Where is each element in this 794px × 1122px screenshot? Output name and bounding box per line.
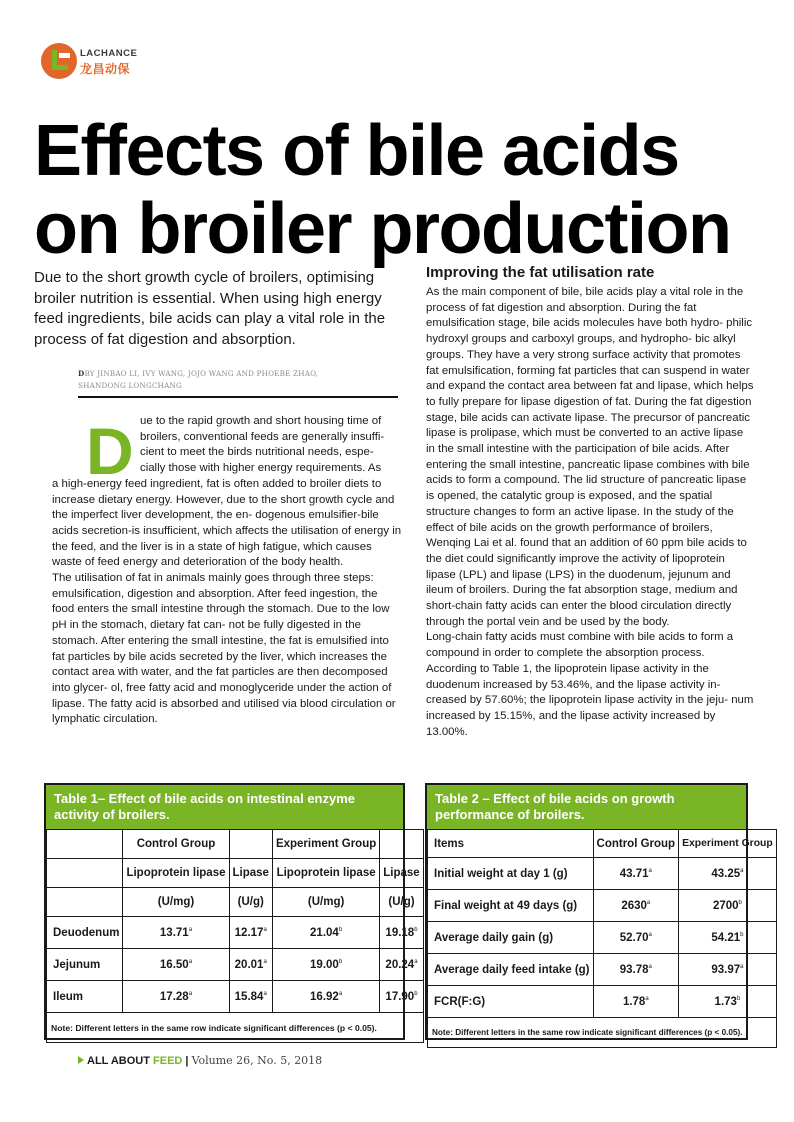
value-cell	[123, 917, 229, 949]
article-title	[34, 112, 774, 268]
table-1-control-group-header: Control Group	[123, 830, 229, 859]
table-1-unit-lipase: (U/g)	[380, 888, 423, 917]
value-cell	[272, 981, 379, 1013]
footer-brand-part-1: ALL ABOUT	[87, 1055, 150, 1067]
value-cell	[593, 890, 679, 922]
value: 1.78	[622, 995, 646, 1008]
significance-letter: a	[740, 867, 744, 874]
value: 20.24	[385, 958, 415, 971]
table-1-col-lipase: Lipase	[380, 859, 423, 888]
intro-paragraph: Due to the short growth cycle of broilers, optimising broiler nutrition is essential. When using high energy feed ingredients, bile acids can play a vital role in the process of fat digestion and absorption.	[34, 269, 386, 348]
significance-letter: a	[188, 958, 193, 965]
significance-letter: a	[263, 926, 267, 933]
significance-letter: b	[338, 958, 343, 965]
value: 1.73	[714, 995, 737, 1008]
page-footer	[78, 1054, 322, 1067]
significance-letter: b	[736, 995, 741, 1002]
value-cell	[229, 981, 272, 1013]
body-right-column	[426, 285, 754, 740]
table-row	[47, 917, 424, 949]
value-cell	[380, 917, 423, 949]
significance-letter: b	[738, 899, 742, 906]
value-cell	[679, 890, 777, 922]
table-cell	[47, 888, 123, 917]
value: 17.90	[385, 990, 415, 1003]
table-row	[428, 890, 777, 922]
row-label: Average daily feed intake (g)	[428, 954, 594, 986]
significance-letter: a	[188, 990, 193, 997]
dropcap-line: broilers, conventional feeds are generally insuffi-	[140, 430, 385, 443]
drop-cap: D	[86, 414, 134, 488]
value-cell	[123, 949, 229, 981]
significance-letter: a	[414, 958, 418, 965]
value-cell	[229, 949, 272, 981]
table-row	[47, 949, 424, 981]
value-cell	[272, 917, 379, 949]
value: 20.01	[234, 958, 264, 971]
table-2-title: Table 2 – Effect of bile acids on growth performance of broilers.	[427, 785, 746, 829]
table-2-col-control: Control Group	[593, 830, 679, 858]
table-1-unit-lpl: (U/mg)	[123, 888, 229, 917]
byline-company: SHANDONG LONGCHANG	[78, 381, 182, 390]
body-right-paragraph-2: Long-chain fatty acids must combine with bile acids to form a compound in order to complete the absorption process. According to Table 1, the lipoprotein lipase activity in the duodenum increased by 53.46%, and the lipase activity in- creased by 57.60%; the lipoprotein lipase activity in the jeju- num increased by 15.15%, and the lipase activity increased by 13.00%.	[426, 631, 754, 738]
value-cell	[593, 986, 679, 1018]
value-cell	[679, 954, 777, 986]
table-row	[428, 922, 777, 954]
table-1-col-lpl: Lipoprotein lipase	[123, 859, 229, 888]
lachance-logo-icon	[40, 42, 78, 80]
value-cell	[679, 858, 777, 890]
value: 2700	[712, 899, 739, 912]
value: 2630	[621, 899, 647, 912]
value-cell	[229, 917, 272, 949]
table-1-grid	[46, 829, 424, 1043]
value-cell	[679, 922, 777, 954]
value: 13.71	[159, 926, 189, 939]
byline	[78, 368, 398, 392]
value: 21.04	[310, 926, 339, 939]
logo-name-cn: 龙昌动保	[80, 62, 131, 76]
byline-authors: BY JINBAO LI, IVY WANG, JOJO WANG AND PHOEBE ZHAO,	[84, 369, 319, 378]
significance-letter: a	[645, 995, 649, 1002]
significance-letter: b	[414, 926, 418, 933]
significance-letter: b	[740, 931, 744, 938]
value-cell	[593, 954, 679, 986]
table-cell	[47, 859, 123, 888]
row-label: Final weight at 49 days (g)	[428, 890, 594, 922]
footer-separator: |	[185, 1055, 189, 1067]
body-left-paragraph-1	[52, 414, 402, 571]
significance-letter: a	[648, 867, 652, 874]
value: 54.21	[711, 931, 741, 944]
value-cell	[679, 986, 777, 1018]
title-line-1: Effects of bile acids	[34, 111, 679, 191]
dropcap-line: cially those with higher energy requirements. As	[140, 462, 382, 475]
table-2-col-experiment: Experiment Group	[679, 830, 777, 858]
row-label: Deuodenum	[47, 917, 123, 949]
table-row	[428, 858, 777, 890]
table-2-note: Note: Different letters in the same row indicate significant differences (p < 0.05).	[428, 1018, 777, 1048]
row-label: Average daily gain (g)	[428, 922, 594, 954]
significance-letter: a	[263, 990, 267, 997]
table-1	[44, 783, 420, 1040]
value: 43.71	[619, 867, 649, 880]
dropcap-line: cient to meet the birds nutritional needs, espe-	[140, 446, 374, 459]
significance-letter: b	[338, 926, 343, 933]
significance-letter: a	[648, 963, 652, 970]
significance-letter: a	[263, 958, 267, 965]
table-2-col-items: Items	[428, 830, 594, 858]
table-1-note: Note: Different letters in the same row indicate significant differences (p < 0.05).	[47, 1013, 424, 1043]
value: 52.70	[619, 931, 649, 944]
row-label: Initial weight at day 1 (g)	[428, 858, 594, 890]
table-1-unit-lpl: (U/mg)	[272, 888, 379, 917]
value-cell	[593, 922, 679, 954]
body-left-paragraph-2: The utilisation of fat in animals mainly goes through three steps: emulsification, digestion and absorption. After feed ingestion, the food enters the small intestine through the stomach. Due to the low pH in the stomach, dietary fat can- not be fully digested in the stomach. After entering the small intestine, the fat is emulsified into fat particles by bile acids secreted by the liver, which increases the contact area with water, and the fat particles are then decomposed into glycer- ol, free fatty acid and monoglyceride under the action of lipase. The fatty acid is absorbed and utilised via blood circulation or lymphatic circulation.	[52, 572, 396, 726]
value: 19.18	[385, 926, 415, 939]
table-1-col-lpl: Lipoprotein lipase	[272, 859, 379, 888]
significance-letter: a	[648, 931, 652, 938]
row-label: Jejunum	[47, 949, 123, 981]
byline-initial: D	[78, 369, 85, 378]
significance-letter: a	[740, 963, 744, 970]
value: 43.25	[711, 867, 741, 880]
table-2	[425, 783, 773, 1040]
body-left-column	[52, 414, 402, 728]
table-1-unit-lipase: (U/g)	[229, 888, 272, 917]
paragraph-1-rest: a high-energy feed ingredient, fat is often added to broiler diets to increase dietary energy. However, due to the short growth cycle and the imperfect liver development, the en- dogenous emulsifier-bile acids secretion-is insufficient, which affects the utilisation of energy in the feed, and the liver is in a state of high fatigue, which causes waste of feed energy and deterioration of the body health.	[52, 477, 402, 569]
row-label: FCR(F:G)	[428, 986, 594, 1018]
value-cell	[380, 949, 423, 981]
value: 16.50	[159, 958, 189, 971]
value: 12.17	[234, 926, 264, 939]
significance-letter: a	[338, 990, 343, 997]
value-cell	[380, 981, 423, 1013]
value: 19.00	[310, 958, 339, 971]
footer-issue: Volume 26, No. 5, 2018	[191, 1054, 323, 1067]
table-cell	[380, 830, 423, 859]
title-line-2: on broiler production	[34, 189, 731, 269]
byline-divider	[78, 396, 398, 398]
body-right-paragraph-1: As the main component of bile, bile acids play a vital role in the process of fat digestion and absorption. During the fat emulsification stage, bile acids molecules have both hydro- philic hydroxyl groups and carboxyl groups, and hydropho- bic alkyl groups. They have a very strong surface activity that promotes fat emulsification, forming fat particles that can suspend in water and expand the contact area between fat and lipase, which helps to fully prepare for lipase digestion of fat. During the fat digestion stage, bile acids can activate lipase. The precursor of pancreatic lipase is prolipase, which must be converted to an active lipase in the small intestine with the participation of bile acids. After entering the small intestine, pancreatic lipase combines with bile acids to form a compound. The lid structure of pancreatic lipase is opened, the catalytic group is exposed, and the spatial structure changes to form an active lipase. In the study of the effect of bile acids on the growth performance of broilers, Wenqing Lai et al. found that an addition of 60 ppm bile acids to the diet could significantly improve the activity of lipoprotein lipase (LPL) and lipase (LPS) in the duodenum, jejunum and ileum of broilers. During the fat absorption stage, medium and short-chain fatty acids can enter the blood circulation directly through the portal vein and be used by the body.	[426, 286, 754, 628]
table-row	[428, 986, 777, 1018]
value: 17.28	[159, 990, 189, 1003]
value: 16.92	[310, 990, 339, 1003]
row-label: Ileum	[47, 981, 123, 1013]
value-cell	[272, 949, 379, 981]
dropcap-line: ue to the rapid growth and short housing time of	[140, 415, 382, 427]
table-cell	[229, 830, 272, 859]
table-row	[428, 954, 777, 986]
footer-brand-part-2: FEED	[153, 1055, 183, 1067]
table-1-experiment-group-header: Experiment Group	[272, 830, 379, 859]
significance-letter: b	[414, 990, 418, 997]
value-cell	[593, 858, 679, 890]
table-1-col-lipase: Lipase	[229, 859, 272, 888]
table-row	[47, 981, 424, 1013]
value-cell	[123, 981, 229, 1013]
value: 93.97	[711, 963, 741, 976]
footer-arrow-icon	[78, 1056, 84, 1064]
significance-letter: a	[188, 926, 193, 933]
value: 15.84	[234, 990, 264, 1003]
logo	[40, 40, 150, 84]
section-heading: Improving the fat utilisation rate	[426, 264, 655, 281]
value: 93.78	[619, 963, 649, 976]
table-1-title: Table 1– Effect of bile acids on intestinal enzyme activity of broilers.	[46, 785, 403, 829]
table-cell	[47, 830, 123, 859]
significance-letter: a	[646, 899, 651, 906]
logo-name-en: LACHANCE	[80, 48, 138, 59]
table-2-grid	[427, 829, 777, 1048]
